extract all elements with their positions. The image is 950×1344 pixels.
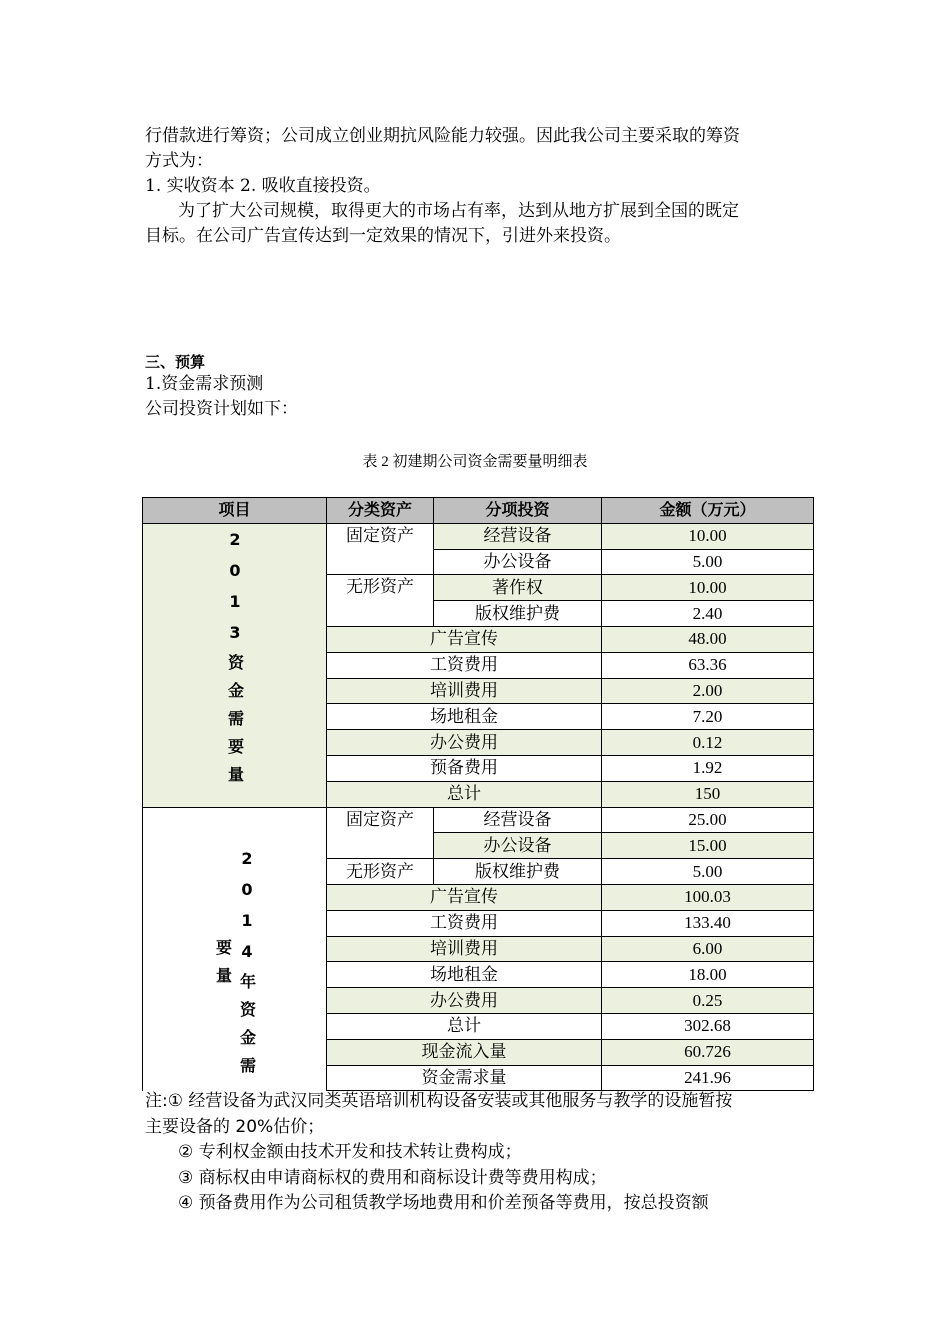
capital-requirement-table [142, 497, 814, 1091]
header-category: 分类资产 [327, 498, 434, 524]
amount-cell: 0.12 [602, 730, 814, 756]
financing-methods: 1. 实收资本 2. 吸收直接投资。 [145, 176, 381, 196]
category-fixed-2014: 固定资产 [327, 807, 434, 859]
item-cell: 培训费用 [327, 678, 602, 704]
item-cell: 经营设备 [434, 807, 602, 833]
table-notes [145, 1089, 732, 1217]
item-cell: 工资费用 [327, 652, 602, 678]
header-item: 项目 [143, 498, 327, 524]
intro-line-4: 为了扩大公司规模，取得更大的市场占有率，达到从地方扩展到全国的既定 [178, 201, 739, 221]
item-cell: 著作权 [434, 575, 602, 601]
note-1: 注:① 经营设备为武汉同类英语培训机构设备安装或其他服务与教学的设施暂按 [145, 1091, 733, 1111]
amount-cell: 5.00 [602, 549, 814, 575]
amount-cell: 302.68 [602, 1013, 814, 1039]
category-fixed-2013: 固定资产 [327, 523, 434, 575]
amount-cell: 48.00 [602, 626, 814, 652]
amount-cell: 63.36 [602, 652, 814, 678]
intro-line-2: 方式为： [145, 151, 213, 171]
amount-cell: 18.00 [602, 962, 814, 988]
table-row [143, 523, 814, 549]
amount-cell: 133.40 [602, 910, 814, 936]
amount-cell: 60.726 [602, 1039, 814, 1065]
table-caption: 表 2 初建期公司资金需要量明细表 [362, 454, 588, 470]
table-header-row [143, 498, 814, 524]
item-cell: 经营设备 [434, 523, 602, 549]
amount-cell: 0.25 [602, 988, 814, 1014]
item-cell: 总计 [327, 781, 602, 807]
amount-cell: 5.00 [602, 859, 814, 885]
amount-cell: 25.00 [602, 807, 814, 833]
item-cell: 培训费用 [327, 936, 602, 962]
intro-line-5: 目标。在公司广告宣传达到一定效果的情况下，引进外来投资。 [145, 226, 621, 246]
amount-cell: 2.40 [602, 601, 814, 627]
amount-cell: 10.00 [602, 575, 814, 601]
amount-cell: 100.03 [602, 884, 814, 910]
item-cell: 预备费用 [327, 755, 602, 781]
note-3: ③ 商标权由申请商标权的费用和商标设计费等费用构成； [178, 1167, 607, 1188]
group-2013-label: 2013资金需要量 [225, 529, 245, 794]
amount-cell: 150 [602, 781, 814, 807]
item-cell: 版权维护费 [434, 859, 602, 885]
group-2014-label-cell [143, 807, 327, 1091]
item-cell: 总计 [327, 1013, 602, 1039]
item-cell: 办公设备 [434, 549, 602, 575]
item-cell: 办公费用 [327, 730, 602, 756]
amount-cell: 15.00 [602, 833, 814, 859]
section-heading: 三、预算 [145, 353, 206, 371]
item-cell: 场地租金 [327, 704, 602, 730]
item-cell: 场地租金 [327, 962, 602, 988]
intro-line-1: 行借款进行筹资；公司成立创业期抗风险能力较强。因此我公司主要采取的筹资 [145, 126, 740, 146]
item-cell: 广告宣传 [327, 626, 602, 652]
item-cell: 资金需求量 [327, 1065, 602, 1091]
item-cell: 工资费用 [327, 910, 602, 936]
category-intangible-2014: 无形资产 [327, 859, 434, 885]
category-intangible-2013: 无形资产 [327, 575, 434, 627]
subsection-heading: 1.资金需求预测 [145, 374, 264, 394]
note-1-continued: 主要设备的 20%估价； [145, 1116, 325, 1137]
group-2013-label-cell [143, 523, 327, 807]
amount-cell: 241.96 [602, 1065, 814, 1091]
amount-cell: 1.92 [602, 755, 814, 781]
amount-cell: 2.00 [602, 678, 814, 704]
item-cell: 现金流入量 [327, 1039, 602, 1065]
header-amount: 金额（万元） [602, 498, 814, 524]
table-lead: 公司投资计划如下： [145, 399, 298, 419]
item-cell: 版权维护费 [434, 601, 602, 627]
note-2: ② 专利权金额由技术开发和技术转让费构成； [178, 1142, 522, 1162]
header-investment: 分项投资 [434, 498, 602, 524]
amount-cell: 7.20 [602, 704, 814, 730]
table-row [143, 807, 814, 833]
amount-cell: 6.00 [602, 936, 814, 962]
item-cell: 办公费用 [327, 988, 602, 1014]
item-cell: 办公设备 [434, 833, 602, 859]
note-4: ④ 预备费用作为公司租赁教学场地费用和价差预备等费用，按总投资额 [178, 1193, 709, 1213]
amount-cell: 10.00 [602, 523, 814, 549]
item-cell: 广告宣传 [327, 884, 602, 910]
group-2014-label: 2014年资金需要量 [213, 849, 257, 1086]
